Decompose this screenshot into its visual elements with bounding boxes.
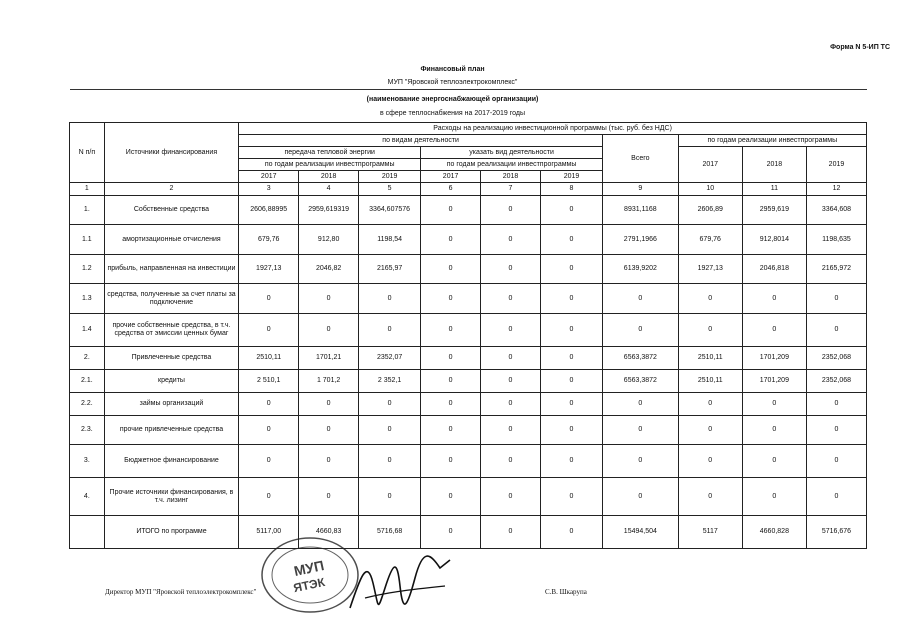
cell-value: 1927,13 (239, 255, 299, 284)
cell-value: 0 (806, 284, 866, 314)
cell-value: 2 352,1 (359, 370, 421, 393)
row-source-name: займы организаций (104, 393, 239, 416)
cell-value: 0 (299, 478, 359, 516)
cell-value: 0 (359, 478, 421, 516)
signer-title: Директор МУП "Яровской теплоэлектрокомплекс" (105, 588, 257, 596)
row-number: 1.1 (70, 225, 105, 255)
table-row (70, 347, 867, 370)
header-year: 2018 (299, 171, 359, 183)
column-number: 7 (481, 183, 541, 196)
header-year: 2017 (239, 171, 299, 183)
table-row (70, 445, 867, 478)
row-number: 2.3. (70, 416, 105, 445)
cell-value: 0 (481, 196, 541, 225)
cell-value: 0 (742, 284, 806, 314)
cell-value: 0 (239, 393, 299, 416)
cell-value: 0 (540, 445, 602, 478)
cell-value: 0 (239, 284, 299, 314)
svg-text:МУП: МУП (292, 557, 326, 580)
column-number: 2 (104, 183, 239, 196)
cell-value: 0 (806, 445, 866, 478)
cell-value: 5716,676 (806, 516, 866, 549)
cell-value: 2510,11 (239, 347, 299, 370)
cell-value: 0 (540, 347, 602, 370)
cell-value: 2 510,1 (239, 370, 299, 393)
cell-value: 0 (540, 370, 602, 393)
cell-value: 2352,068 (806, 370, 866, 393)
cell-value: 0 (239, 416, 299, 445)
row-source-name: прочие привлеченные средства (104, 416, 239, 445)
table-row (70, 416, 867, 445)
header-year: 2019 (359, 171, 421, 183)
cell-value: 2165,97 (359, 255, 421, 284)
cell-value: 2959,619319 (299, 196, 359, 225)
cell-value: 4660,828 (742, 516, 806, 549)
cell-value: 2606,89 (678, 196, 742, 225)
cell-value: 0 (806, 393, 866, 416)
cell-value: 2510,11 (678, 370, 742, 393)
cell-value: 0 (481, 370, 541, 393)
cell-value: 5716,68 (359, 516, 421, 549)
column-number: 9 (603, 183, 679, 196)
cell-value: 679,76 (678, 225, 742, 255)
column-number: 5 (359, 183, 421, 196)
row-number: 1.3 (70, 284, 105, 314)
table-row (70, 196, 867, 225)
cell-value: 5117,00 (239, 516, 299, 549)
cell-value: 0 (481, 516, 541, 549)
cell-value: 0 (359, 445, 421, 478)
header-year: 2017 (678, 147, 742, 183)
cell-value: 679,76 (239, 225, 299, 255)
row-number: 1.2 (70, 255, 105, 284)
cell-value: 0 (481, 284, 541, 314)
table-row (70, 284, 867, 314)
cell-value: 0 (421, 445, 481, 478)
cell-value: 0 (299, 416, 359, 445)
table-row (70, 314, 867, 347)
header-sources: Источники финансирования (104, 123, 239, 183)
column-number: 11 (742, 183, 806, 196)
financial-plan-table (69, 122, 867, 549)
cell-value: 0 (742, 393, 806, 416)
row-source-name: Привлеченные средства (104, 347, 239, 370)
cell-value: 0 (540, 284, 602, 314)
cell-value: 0 (742, 314, 806, 347)
cell-value: 0 (678, 393, 742, 416)
cell-value: 0 (603, 393, 679, 416)
cell-value: 2606,88995 (239, 196, 299, 225)
cell-value: 1198,635 (806, 225, 866, 255)
cell-value: 0 (299, 314, 359, 347)
svg-text:ЯТЭК: ЯТЭК (292, 574, 327, 596)
cell-value: 0 (603, 416, 679, 445)
column-number: 1 (70, 183, 105, 196)
period-caption: в сфере теплоснабжения на 2017-2019 годы (379, 110, 526, 117)
row-source-name: кредиты (104, 370, 239, 393)
cell-value: 5117 (678, 516, 742, 549)
cell-value: 0 (678, 416, 742, 445)
cell-value: 6563,3872 (603, 347, 679, 370)
cell-value: 0 (421, 284, 481, 314)
cell-value: 0 (359, 393, 421, 416)
cell-value: 0 (603, 314, 679, 347)
header-year: 2018 (481, 171, 541, 183)
row-number: 2.2. (70, 393, 105, 416)
cell-value: 0 (603, 478, 679, 516)
cell-value: 0 (481, 314, 541, 347)
cell-value: 2046,82 (299, 255, 359, 284)
cell-value: 0 (239, 445, 299, 478)
cell-value: 6563,3872 (603, 370, 679, 393)
header-by-years: по годам реализации инвестпрограммы (421, 159, 603, 171)
cell-value: 0 (540, 225, 602, 255)
cell-value: 0 (540, 393, 602, 416)
cell-value: 0 (540, 416, 602, 445)
row-number: 4. (70, 478, 105, 516)
cell-value: 0 (678, 314, 742, 347)
form-number: Форма N 5-ИП ТС (830, 44, 890, 51)
row-source-name: средства, полученные за счет платы за подключение (104, 284, 239, 314)
cell-value: 1701,209 (742, 370, 806, 393)
column-number: 4 (299, 183, 359, 196)
cell-value: 912,8014 (742, 225, 806, 255)
cell-value: 0 (421, 393, 481, 416)
cell-value: 0 (359, 314, 421, 347)
signer-name: С.В. Шкарупа (545, 588, 587, 596)
table-row (70, 255, 867, 284)
row-source-name: Собственные средства (104, 196, 239, 225)
table-row (70, 478, 867, 516)
cell-value: 4660,83 (299, 516, 359, 549)
row-number (70, 516, 105, 549)
header-expenses: Расходы на реализацию инвестиционной программы (тыс. руб. без НДС) (239, 123, 867, 135)
cell-value: 0 (299, 445, 359, 478)
row-source-name: Бюджетное финансирование (104, 445, 239, 478)
row-number: 1. (70, 196, 105, 225)
header-year: 2017 (421, 171, 481, 183)
organization-underline (70, 89, 867, 90)
row-source-name: прочие собственные средства, в т.ч. средства от эмиссии ценных бумаг (104, 314, 239, 347)
header-by-years: по годам реализации инвестпрограммы (239, 159, 421, 171)
cell-value: 0 (421, 516, 481, 549)
row-source-name: прибыль, направленная на инвестиции (104, 255, 239, 284)
row-source-name: амортизационные отчисления (104, 225, 239, 255)
cell-value: 0 (421, 416, 481, 445)
column-number: 10 (678, 183, 742, 196)
cell-value: 0 (540, 255, 602, 284)
cell-value: 3364,607576 (359, 196, 421, 225)
organization-name: МУП "Яровской теплоэлектрокомплекс" (387, 79, 518, 86)
cell-value: 2959,619 (742, 196, 806, 225)
cell-value: 2791,1966 (603, 225, 679, 255)
column-number: 3 (239, 183, 299, 196)
header-by-years-total: по годам реализации инвестпрограммы (678, 135, 866, 147)
row-number: 3. (70, 445, 105, 478)
cell-value: 0 (742, 478, 806, 516)
cell-value: 0 (421, 314, 481, 347)
column-number: 8 (540, 183, 602, 196)
cell-value: 1 701,2 (299, 370, 359, 393)
cell-value: 0 (481, 416, 541, 445)
organization-caption: (наименование энергоснабжающей организации) (366, 96, 539, 103)
cell-value: 0 (481, 347, 541, 370)
cell-value: 2352,07 (359, 347, 421, 370)
cell-value: 3364,608 (806, 196, 866, 225)
cell-value: 0 (421, 255, 481, 284)
cell-value: 912,80 (299, 225, 359, 255)
cell-value: 0 (481, 445, 541, 478)
cell-value: 0 (299, 393, 359, 416)
row-source-name: ИТОГО по программе (104, 516, 239, 549)
cell-value: 0 (540, 516, 602, 549)
row-source-name: Прочие источники финансирования, в т.ч. лизинг (104, 478, 239, 516)
document-title: Финансовый план (420, 66, 485, 73)
cell-value: 2510,11 (678, 347, 742, 370)
cell-value: 0 (603, 445, 679, 478)
cell-value: 6139,9202 (603, 255, 679, 284)
table-row (70, 370, 867, 393)
cell-value: 0 (540, 196, 602, 225)
column-number: 6 (421, 183, 481, 196)
signature-icon (345, 548, 455, 618)
header-other-activity: указать вид деятельности (421, 147, 603, 159)
header-by-activity: по видам деятельности (239, 135, 603, 147)
header-year: 2019 (540, 171, 602, 183)
column-number: 12 (806, 183, 866, 196)
cell-value: 0 (421, 225, 481, 255)
cell-value: 0 (421, 478, 481, 516)
cell-value: 0 (481, 225, 541, 255)
row-number: 2.1. (70, 370, 105, 393)
cell-value: 0 (481, 255, 541, 284)
header-no: N п/п (70, 123, 105, 183)
cell-value: 0 (742, 445, 806, 478)
cell-value: 1701,209 (742, 347, 806, 370)
cell-value: 0 (481, 393, 541, 416)
cell-value: 0 (421, 347, 481, 370)
cell-value: 1701,21 (299, 347, 359, 370)
cell-value: 0 (540, 314, 602, 347)
cell-value: 0 (806, 478, 866, 516)
cell-value: 0 (806, 416, 866, 445)
cell-value: 0 (742, 416, 806, 445)
cell-value: 2046,818 (742, 255, 806, 284)
cell-value: 0 (239, 478, 299, 516)
cell-value: 1198,54 (359, 225, 421, 255)
cell-value: 0 (421, 196, 481, 225)
cell-value: 8931,1168 (603, 196, 679, 225)
cell-value: 0 (603, 284, 679, 314)
row-number: 2. (70, 347, 105, 370)
row-number: 1.4 (70, 314, 105, 347)
cell-value: 0 (540, 478, 602, 516)
table-row (70, 516, 867, 549)
table-row (70, 225, 867, 255)
cell-value: 0 (678, 445, 742, 478)
cell-value: 0 (359, 416, 421, 445)
cell-value: 1927,13 (678, 255, 742, 284)
cell-value: 0 (359, 284, 421, 314)
header-year: 2018 (742, 147, 806, 183)
cell-value: 15494,504 (603, 516, 679, 549)
table-row (70, 393, 867, 416)
header-heat-transfer: передача тепловой энергии (239, 147, 421, 159)
cell-value: 0 (299, 284, 359, 314)
header-year: 2019 (806, 147, 866, 183)
cell-value: 0 (239, 314, 299, 347)
cell-value: 2165,972 (806, 255, 866, 284)
cell-value: 0 (678, 284, 742, 314)
cell-value: 0 (481, 478, 541, 516)
cell-value: 0 (678, 478, 742, 516)
header-total: Всего (603, 135, 679, 183)
cell-value: 2352,068 (806, 347, 866, 370)
cell-value: 0 (806, 314, 866, 347)
cell-value: 0 (421, 370, 481, 393)
